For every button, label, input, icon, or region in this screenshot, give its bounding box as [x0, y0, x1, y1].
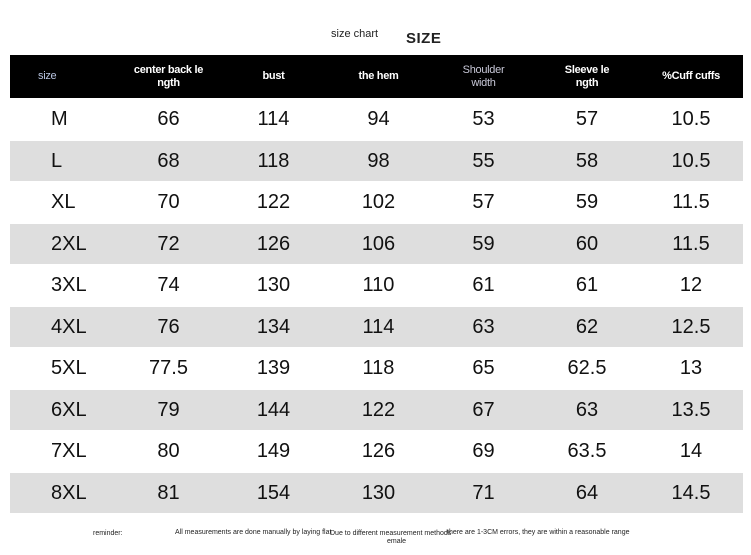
- cell-cuff: 10.5: [671, 149, 711, 172]
- cell-sleeve-length: 62.5: [567, 357, 607, 379]
- cell-hem: 118: [362, 357, 395, 379]
- cell-bust: 144: [256, 398, 291, 421]
- cell-sleeve-length: 61: [575, 274, 599, 296]
- cell-shoulder-width: 55: [472, 149, 495, 172]
- cell-bust: 149: [256, 440, 291, 462]
- cell-bust: 134: [256, 315, 291, 338]
- cell-size: M: [51, 108, 68, 130]
- cell-cuff: 12.5: [671, 315, 711, 338]
- cell-size: 7XL: [51, 440, 87, 462]
- cell-hem: 94: [367, 108, 390, 130]
- table-row: [10, 390, 743, 430]
- cell-bust: 130: [256, 274, 291, 296]
- cell-center-back-length: 80: [157, 440, 180, 462]
- cell-shoulder-width: 61: [472, 274, 495, 296]
- table-row: [10, 473, 743, 513]
- cell-hem: 110: [362, 274, 395, 296]
- cell-center-back-length: 68: [157, 149, 180, 172]
- header-sleeve-length: Sleeve le ngth: [564, 63, 610, 89]
- cell-hem: 106: [361, 232, 396, 255]
- cell-bust: 154: [256, 481, 291, 504]
- cell-shoulder-width: 63: [472, 315, 495, 338]
- cell-hem: 102: [361, 191, 396, 213]
- cell-size: 3XL: [51, 274, 87, 296]
- cell-bust: 114: [257, 108, 290, 130]
- header-hem: the hem: [358, 70, 399, 82]
- header-center-back-length: center back le ngth: [133, 63, 204, 89]
- size-heading: SIZE: [406, 30, 442, 47]
- table-row: [10, 266, 743, 306]
- cell-shoulder-width: 71: [472, 481, 495, 504]
- cell-cuff: 10.5: [671, 108, 711, 130]
- cell-shoulder-width: 65: [472, 357, 495, 379]
- cell-center-back-length: 79: [157, 398, 180, 421]
- cell-size: L: [51, 149, 63, 172]
- cell-center-back-length: 70: [157, 191, 180, 213]
- cell-center-back-length: 74: [157, 274, 180, 296]
- cell-size: 2XL: [51, 232, 87, 255]
- cell-center-back-length: 81: [157, 481, 180, 504]
- cell-sleeve-length: 59: [575, 191, 599, 213]
- cell-sleeve-length: 64: [575, 481, 599, 504]
- table-header: [10, 55, 743, 98]
- cell-size: 8XL: [51, 481, 87, 504]
- footer-notes: [0, 526, 751, 550]
- note-fragment: emale: [387, 538, 407, 545]
- cell-bust: 118: [257, 149, 290, 172]
- table-row: [10, 432, 743, 472]
- cell-cuff: 11.5: [672, 191, 710, 213]
- table-row: [10, 183, 743, 223]
- cell-size: XL: [51, 191, 76, 213]
- cell-cuff: 13.5: [671, 398, 711, 421]
- cell-sleeve-length: 60: [575, 232, 599, 255]
- cell-bust: 126: [256, 232, 291, 255]
- cell-center-back-length: 77.5: [149, 357, 188, 379]
- cell-hem: 122: [361, 398, 396, 421]
- cell-shoulder-width: 59: [472, 232, 495, 255]
- cell-sleeve-length: 63.5: [567, 440, 607, 462]
- size-chart-title: size chart: [331, 28, 379, 40]
- size-table: [10, 55, 743, 513]
- cell-sleeve-length: 58: [575, 149, 599, 172]
- cell-center-back-length: 76: [157, 315, 180, 338]
- cell-hem: 98: [367, 149, 390, 172]
- cell-hem: 114: [362, 315, 395, 338]
- table-row: [10, 100, 743, 140]
- table-row: [10, 141, 743, 181]
- reminder-label: reminder:: [93, 530, 123, 537]
- cell-cuff: 13: [679, 357, 703, 379]
- cell-cuff: 11.5: [672, 232, 710, 255]
- header-bust: bust: [262, 70, 285, 82]
- cell-size: 6XL: [51, 398, 87, 421]
- note-methods: Due to different measurement methods: [330, 530, 452, 537]
- cell-bust: 139: [256, 357, 291, 379]
- cell-shoulder-width: 57: [472, 191, 495, 213]
- cell-hem: 126: [361, 440, 396, 462]
- header-size: size: [38, 70, 57, 82]
- cell-size: 4XL: [51, 315, 87, 338]
- cell-cuff: 14: [679, 440, 703, 462]
- cell-center-back-length: 72: [157, 232, 180, 255]
- title-area: [0, 22, 751, 52]
- cell-shoulder-width: 69: [472, 440, 495, 462]
- cell-center-back-length: 66: [157, 108, 180, 130]
- table-row: [10, 349, 743, 389]
- cell-cuff: 14.5: [671, 481, 711, 504]
- table-row: [10, 224, 743, 264]
- note-errors: there are 1-3CM errors, they are within a reasonable range: [447, 529, 630, 536]
- cell-shoulder-width: 67: [472, 398, 495, 421]
- header-cuff: %Cuff cuffs: [662, 70, 720, 82]
- cell-sleeve-length: 62: [575, 315, 599, 338]
- cell-bust: 122: [256, 191, 291, 213]
- cell-sleeve-length: 57: [575, 108, 599, 130]
- table-row: [10, 307, 743, 347]
- cell-sleeve-length: 63: [575, 398, 599, 421]
- note-measurement: All measurements are done manually by laying flat: [175, 529, 332, 536]
- cell-hem: 130: [361, 481, 396, 504]
- cell-size: 5XL: [51, 357, 87, 379]
- cell-shoulder-width: 53: [472, 108, 495, 130]
- cell-cuff: 12: [679, 274, 703, 296]
- header-shoulder-width: Shoulder width: [462, 63, 505, 89]
